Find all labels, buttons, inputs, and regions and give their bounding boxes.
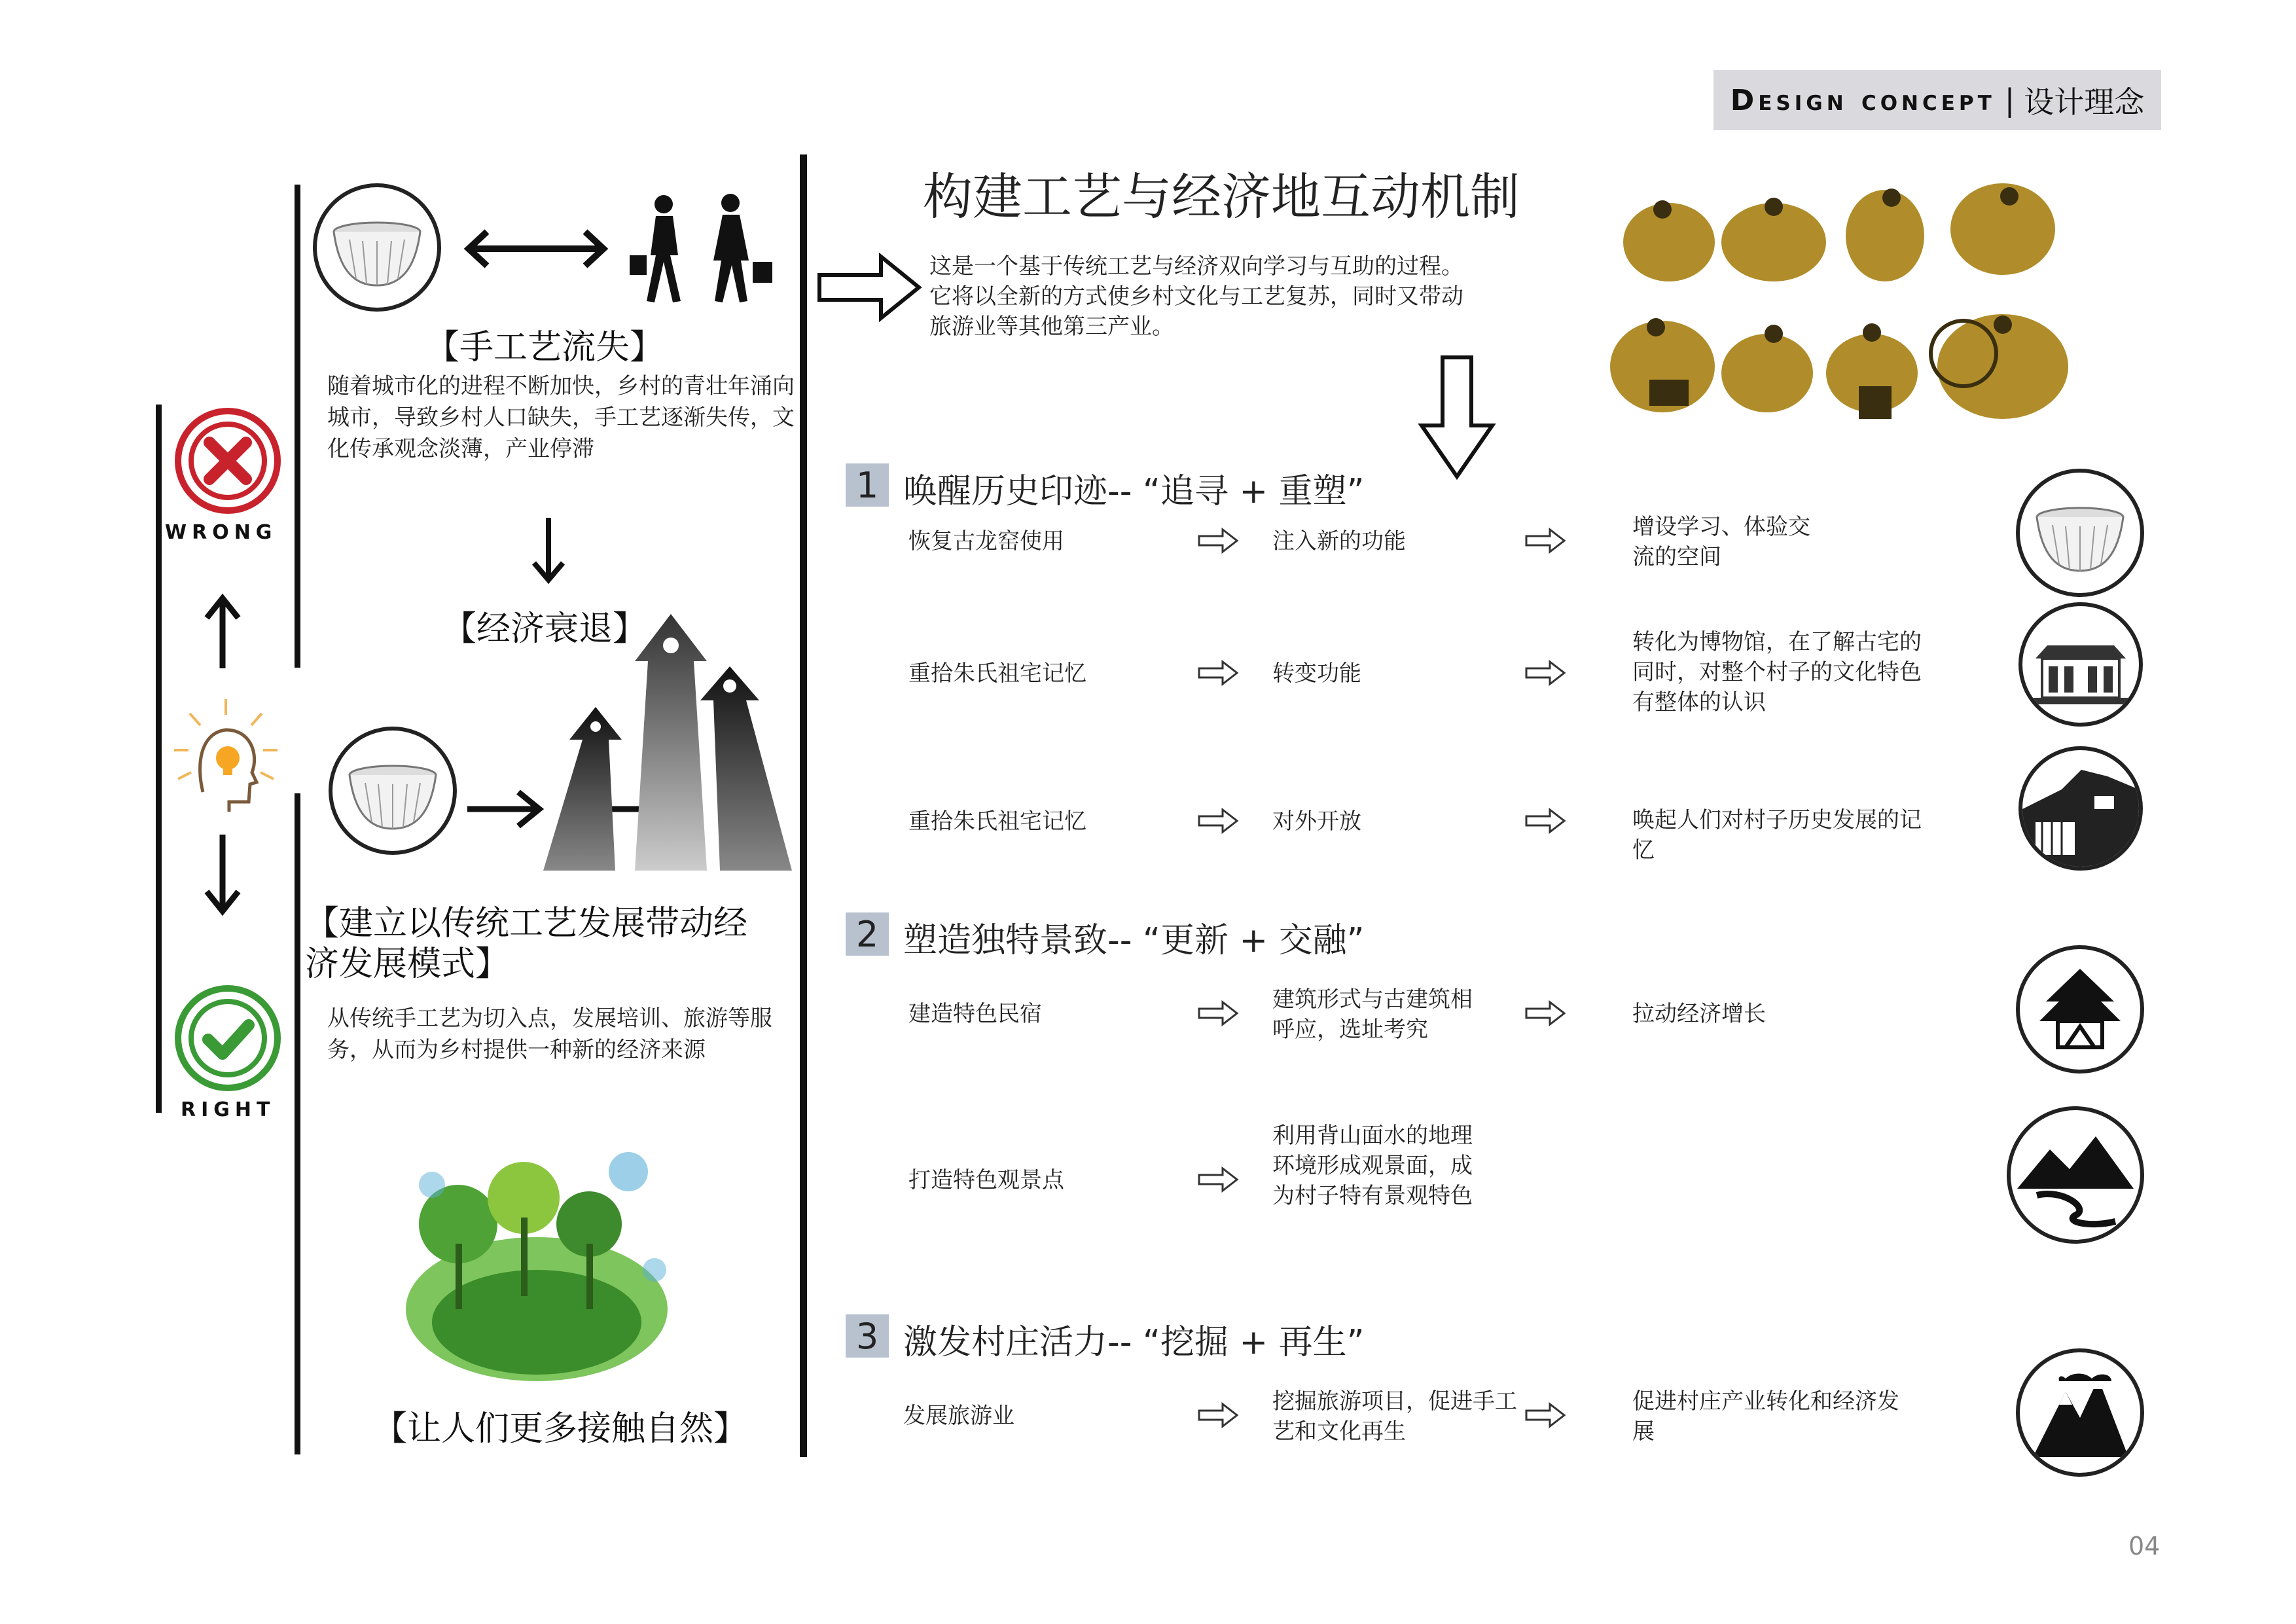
kiln-bowl-icon	[2016, 469, 2144, 597]
s1-row2-c: 转化为博物馆，在了解古宅的同时，对整个村子的文化特色有整体的认识	[1632, 629, 1922, 715]
bowl-icon-2	[329, 727, 457, 855]
s1-row2-b: 转变功能	[1272, 660, 1361, 687]
down-arrow-icon	[203, 831, 242, 916]
s3-row1-c: 促进村庄产业转化和经济发展	[1632, 1388, 1899, 1445]
thinking-head-icon	[164, 694, 288, 818]
s2-row1-a: 建造特色民宿	[908, 1001, 1042, 1027]
s3-row1-arrow1-icon	[1198, 1402, 1240, 1428]
page-number: 04	[2128, 1532, 2161, 1561]
old-house-icon	[2018, 602, 2143, 727]
right-icon	[171, 982, 284, 1094]
s2-row1-arrow2-icon	[1525, 1000, 1567, 1026]
s1-row1-arrow1-icon	[1198, 528, 1240, 554]
main-title: 构建工艺与经济地互动机制	[923, 168, 1520, 226]
s1-row1-a: 恢复古龙窑使用	[908, 528, 1064, 554]
section-3-title: 激发村庄活力-- “挖掘 + 再生”	[903, 1323, 1365, 1362]
nature-label: 【让人们更多接触自然】	[373, 1409, 748, 1449]
section-1-title: 唤醒历史印迹-- “追寻 + 重塑”	[903, 472, 1365, 511]
s2-row1-b: 建筑形式与古建筑相呼应，选址考究	[1272, 986, 1473, 1043]
right-label: RIGHT	[181, 1098, 276, 1121]
s1-row2-a: 重拾朱氏祖宅记忆	[908, 660, 1086, 687]
section-2-number: 2	[846, 912, 889, 956]
loss-label: 【手工艺流失】	[425, 328, 664, 367]
s2-row2-arrow1-icon	[1198, 1166, 1240, 1193]
nature-illustration	[380, 1113, 694, 1401]
main-desc: 这是一个基于传统工艺与经济双向学习与互助的过程。它将以全新的方式使乡村文化与工艺复苏，同时又带动旅游业等其他第三产业。	[929, 253, 1463, 340]
section-1-number: 1	[846, 463, 889, 507]
header-separator: |	[2004, 82, 2015, 118]
s1-row3-c: 唤起人们对村子历史发展的记忆	[1632, 807, 1922, 863]
village-wall-icon	[2018, 746, 2143, 871]
s3-row1-b: 挖掘旅游项目，促进手工艺和文化再生	[1272, 1388, 1517, 1445]
section-3-number: 3	[846, 1314, 889, 1358]
column-line-upper	[295, 185, 300, 668]
s1-row3-arrow1-icon	[1198, 808, 1240, 834]
s3-row1-arrow2-icon	[1525, 1402, 1567, 1428]
header-cn: 设计理念	[2024, 84, 2145, 120]
column-line-lower	[295, 793, 300, 1454]
s1-row3-arrow2-icon	[1525, 808, 1567, 834]
s2-row2-b: 利用背山面水的地理环境形成观景面，成为村子特有景观特色	[1272, 1123, 1473, 1209]
hollow-right-arrow-icon	[816, 251, 924, 323]
mountain-river-icon	[2007, 1106, 2144, 1244]
s2-row1-c: 拉动经济增长	[1632, 1001, 1766, 1027]
bowl-icon	[313, 183, 441, 312]
up-arrow-icon	[203, 593, 242, 672]
s1-row2-arrow2-icon	[1525, 660, 1567, 686]
s1-row3-b: 对外开放	[1272, 808, 1361, 835]
decline-label: 【经济衰退】	[442, 609, 647, 649]
s1-row1-c: 增设学习、体验交流的空间	[1632, 514, 1810, 570]
s3-row1-a: 发展旅游业	[903, 1403, 1014, 1429]
s1-row1-arrow2-icon	[1525, 528, 1567, 554]
pavilion-icon	[2016, 945, 2144, 1074]
section-2-title: 塑造独特景致-- “更新 + 交融”	[903, 921, 1365, 960]
people-leaving-icon	[618, 190, 781, 308]
craft-illustration	[1610, 170, 2088, 432]
mountain-peak-icon	[2016, 1348, 2144, 1477]
growth-arrows-icon	[543, 609, 798, 871]
s2-row2-a: 打造特色观景点	[908, 1167, 1064, 1193]
center-divider-line	[800, 154, 807, 1457]
hollow-down-arrow-icon	[1416, 353, 1498, 482]
s2-row1-arrow1-icon	[1198, 1000, 1240, 1026]
header-en: Design concept	[1730, 83, 1996, 117]
build-label: 【建立以传统工艺发展带动经济发展模式】	[305, 904, 748, 984]
s1-row3-a: 重拾朱氏祖宅记忆	[908, 808, 1086, 835]
small-down-arrow-icon	[529, 514, 568, 586]
build-text: 从传统手工艺为切入点，发展培训、旅游等服务，从而为乡村提供一种新的经济来源	[327, 1005, 772, 1063]
left-edge-line	[156, 405, 162, 1113]
s1-row2-arrow1-icon	[1198, 660, 1240, 686]
wrong-label: WRONG	[165, 521, 278, 544]
double-arrow-icon	[461, 223, 611, 275]
s1-row1-b: 注入新的功能	[1272, 528, 1406, 554]
section-header	[1713, 70, 2161, 130]
loss-text: 随着城市化的进程不断加快，乡村的青壮年涌向城市，导致乡村人口缺失，手工艺逐渐失传，文化传承观念淡薄，产业停滞	[327, 373, 795, 462]
wrong-icon	[171, 405, 284, 517]
